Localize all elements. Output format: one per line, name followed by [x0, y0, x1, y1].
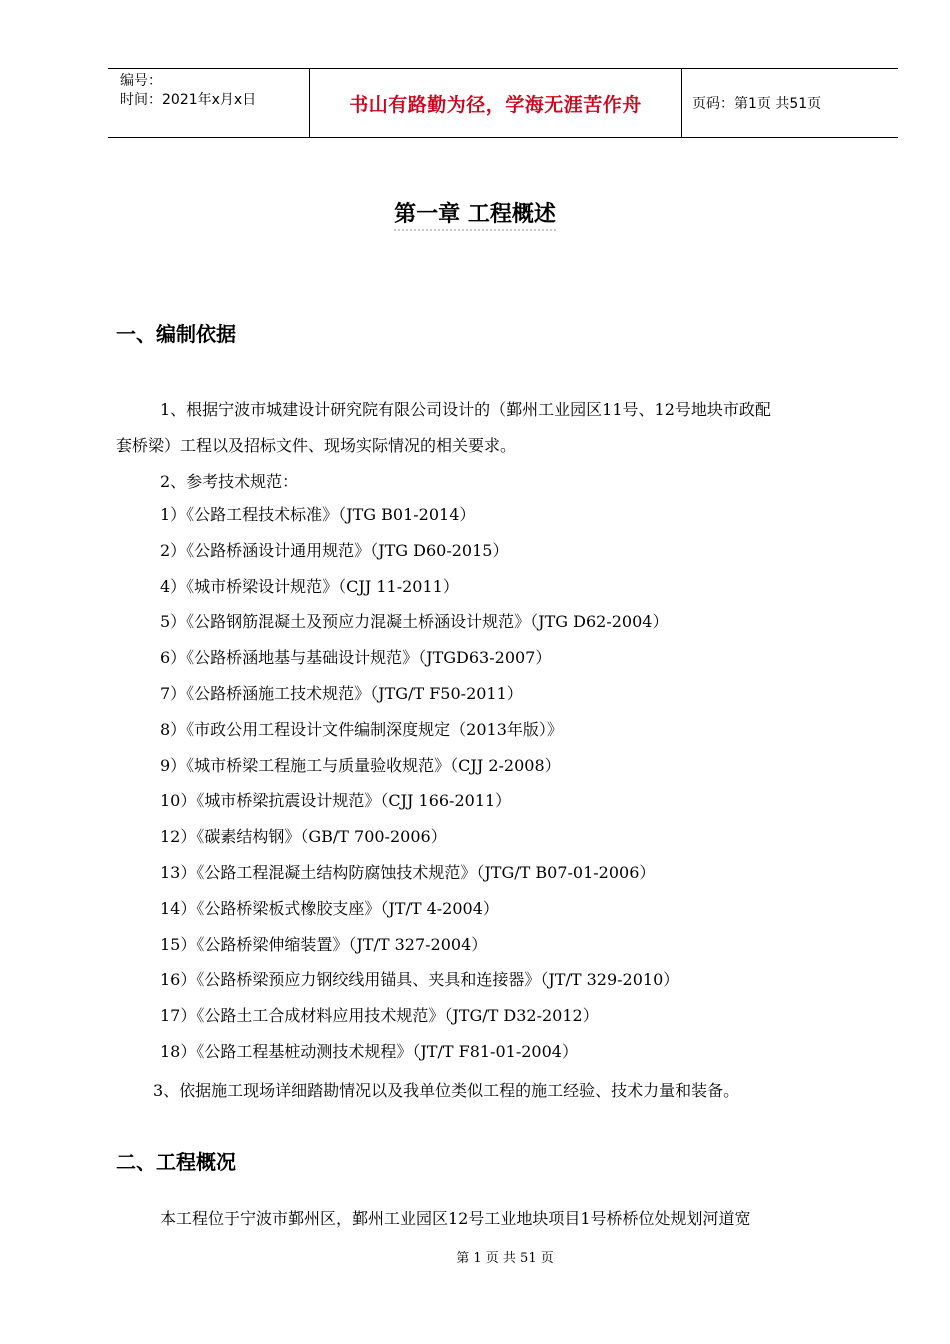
standard-item: 15）《公路桥梁伸缩装置》（JT/T 327-2004） — [160, 934, 488, 954]
standard-item: 6）《公路桥涵地基与基础设计规范》（JTGD63-2007） — [160, 648, 552, 668]
standard-item: 4）《城市桥梁设计规范》（CJJ 11-2011） — [160, 576, 459, 596]
standard-item: 14）《公路桥梁板式橡胶支座》（JT/T 4-2004） — [160, 898, 499, 918]
chapter-title-container — [0, 197, 950, 228]
standard-item: 16）《公路桥梁预应力钢绞线用锚具、夹具和连接器》（JT/T 329-2010） — [160, 970, 680, 990]
standard-item: 8）《市政公用工程设计文件编制深度规定（2013年版）》 — [160, 719, 563, 739]
header-time-label: 时间：2021年x月x日 — [120, 92, 257, 108]
standard-item: 5）《公路钢筋混凝土及预应力混凝土桥涵设计规范》（JTG D62-2004） — [160, 612, 669, 632]
section-heading-overview: 二、工程概况 — [116, 1150, 236, 1174]
standard-item: 2）《公路桥涵设计通用规范》（JTG D60-2015） — [160, 540, 509, 560]
standard-item: 13）《公路工程混凝土结构防腐蚀技术规范》（JTG/T B07-01-2006） — [160, 862, 656, 882]
basis-paragraph-3: 3、依据施工现场详细踏勘情况以及我单位类似工程的施工经验、技术力量和装备。 — [153, 1081, 740, 1100]
header-number-label: 编号： — [120, 73, 162, 89]
standard-item: 7）《公路桥涵施工技术规范》（JTG/T F50-2011） — [160, 683, 523, 703]
chapter-title: 第一章 工程概述 — [394, 202, 556, 231]
standards-list — [160, 497, 679, 1070]
standard-item: 9）《城市桥梁工程施工与质量验收规范》（CJJ 2-2008） — [160, 755, 561, 775]
standard-item: 10）《城市桥梁抗震设计规范》（CJJ 166-2011） — [160, 791, 512, 811]
section-heading-basis: 一、编制依据 — [116, 322, 236, 346]
basis-paragraph-1-line-1: 1、根据宁波市城建设计研究院有限公司设计的（鄞州工业园区11号、12号地块市政配 — [160, 400, 771, 419]
standard-item: 1）《公路工程技术标准》（JTG B01-2014） — [160, 505, 476, 524]
standard-item: 18）《公路工程基桩动测技术规程》（JT/T F81-01-2004） — [160, 1041, 578, 1061]
document-header — [108, 68, 898, 138]
standard-item: 12）《碳素结构钢》（GB/T 700-2006） — [160, 827, 447, 847]
basis-paragraph-2: 2、参考技术规范： — [160, 472, 299, 491]
page-footer: 第 1 页 共 51 页 — [456, 1251, 554, 1266]
header-motto: 书山有路勤为径，学海无涯苦作舟 — [310, 69, 682, 137]
standard-item: 17）《公路土工合成材料应用技术规范》（JTG/T D32-2012） — [160, 1006, 599, 1026]
basis-paragraph-1-line-2: 套桥梁）工程以及招标文件、现场实际情况的相关要求。 — [116, 436, 517, 455]
header-meta — [108, 69, 310, 137]
overview-paragraph-1: 本工程位于宁波市鄞州区，鄞州工业园区12号工业地块项目1号桥桥位处规划河道宽 — [160, 1209, 751, 1228]
header-page-info: 页码：第1页 共51页 — [692, 96, 822, 112]
